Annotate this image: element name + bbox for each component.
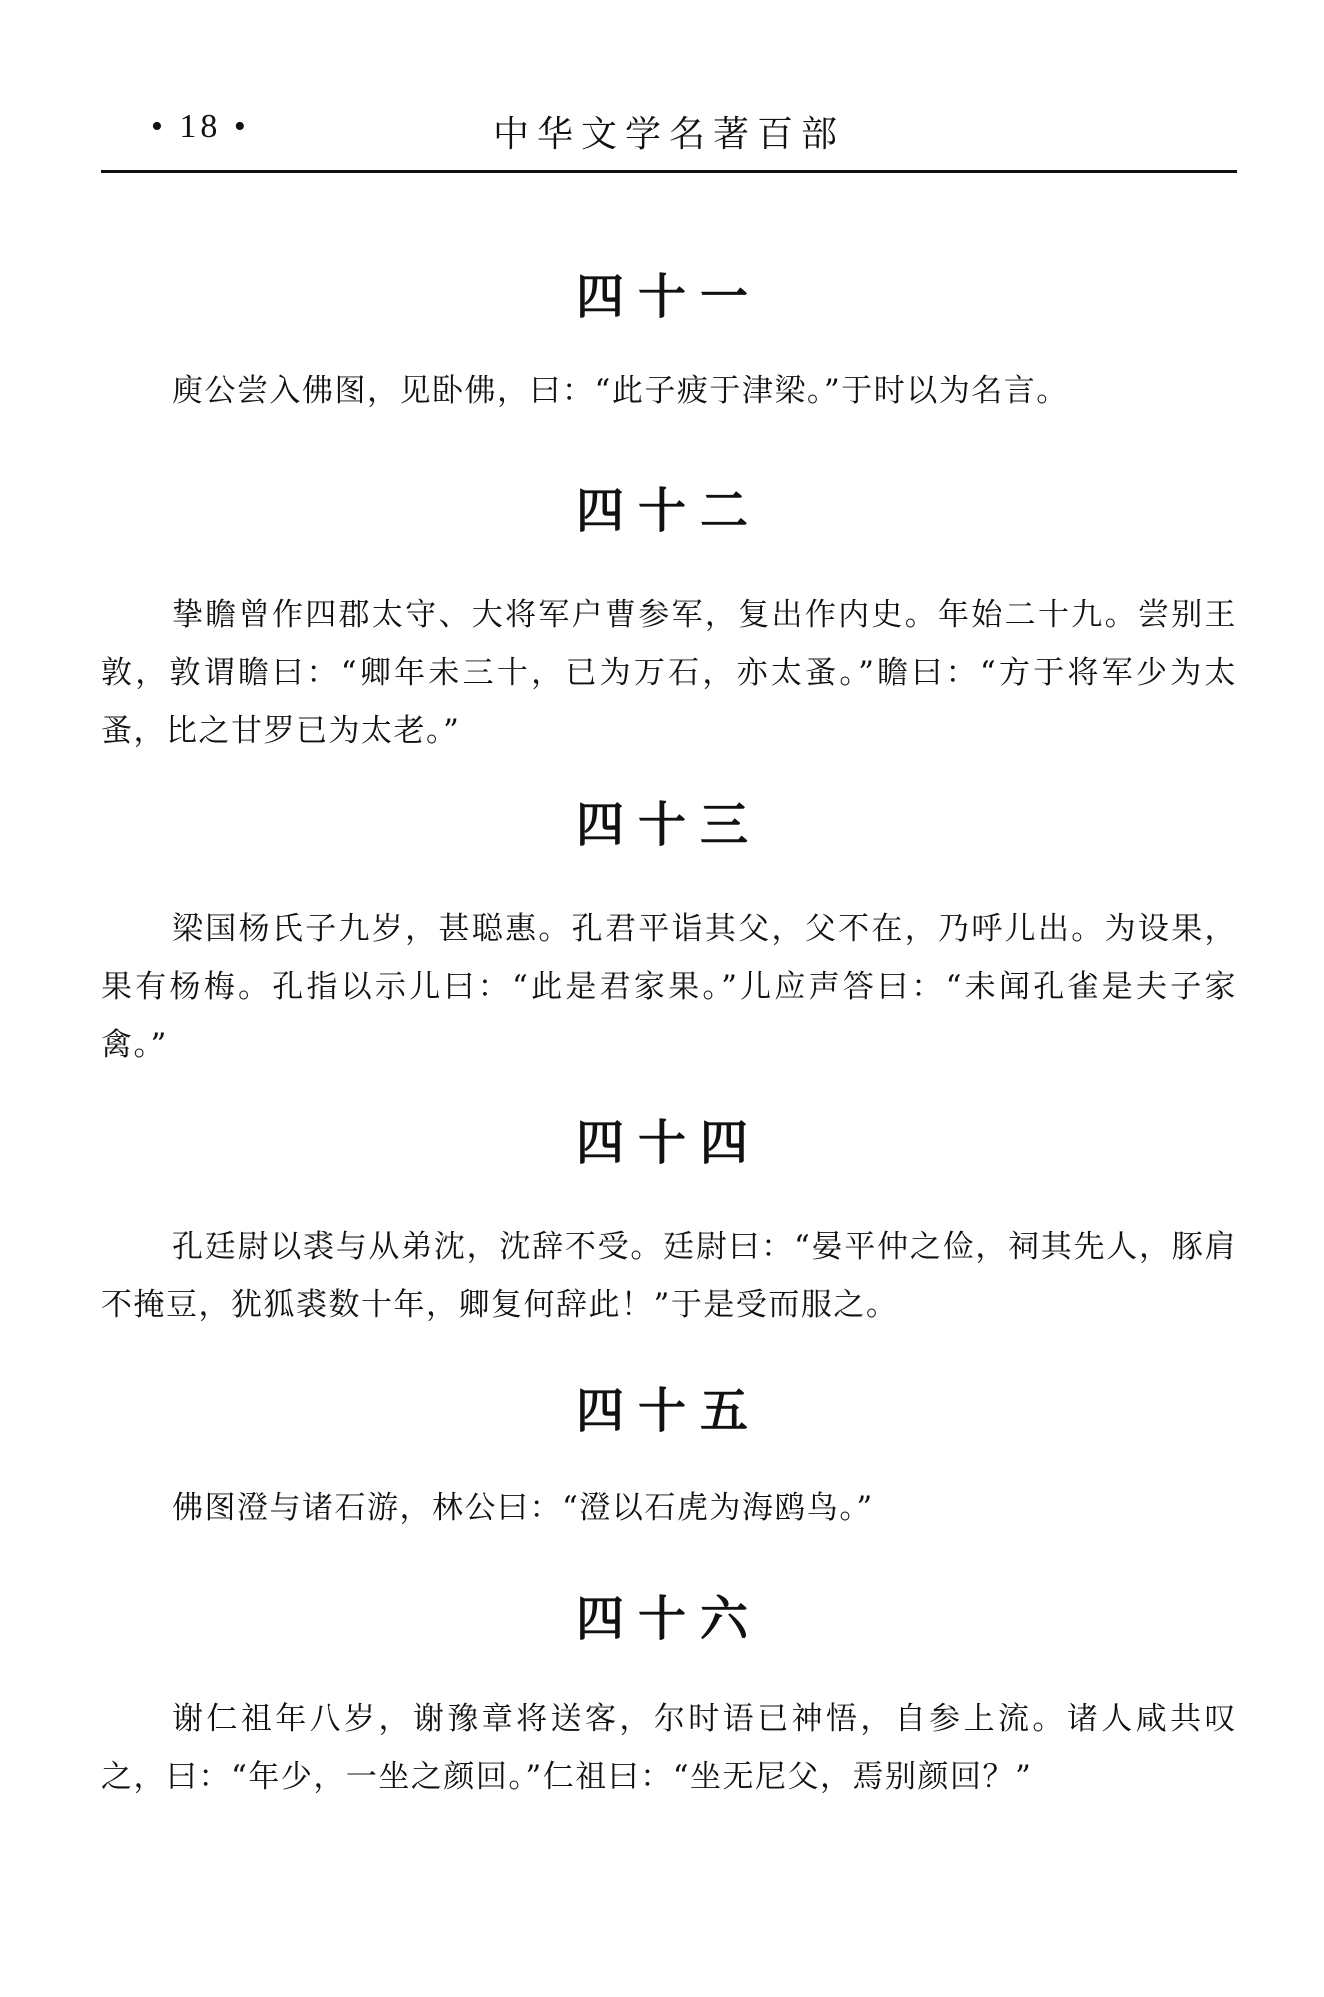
section-45 [101, 1376, 1237, 1537]
section-body: 佛图澄与诸石游，林公曰：“澄以石虎为海鸥鸟。” [172, 1490, 874, 1526]
book-title: 中华文学名著百部 [492, 114, 845, 155]
section-body: 孔廷尉以裘与从弟沈，沈辞不受。廷尉曰：“晏平仲之俭，祠其先人，豚肩不掩豆，犹狐裘数十年，卿复何辞此！”于是受而服之。 [101, 1229, 1237, 1323]
running-header [101, 108, 1237, 173]
section-46 [101, 1584, 1237, 1806]
section-heading: 四十二 [575, 483, 762, 539]
section-heading: 四十五 [575, 1383, 762, 1439]
section-body: 挚瞻曾作四郡太守、大将军户曹参军，复出作内史。年始二十九。尝别王敦，敦谓瞻曰：“卿年未三十，已为万石，亦太蚤。”瞻曰：“方于将军少为太蚤，比之甘罗已为太老。” [101, 597, 1237, 749]
section-heading: 四十三 [575, 797, 762, 853]
page-number: • 18 • [151, 108, 250, 145]
section-body: 梁国杨氏子九岁，甚聪惠。孔君平诣其父，父不在，乃呼儿出。为设果，果有杨梅。孔指以示儿曰：“此是君家果。”儿应声答曰：“未闻孔雀是夫子家禽。” [101, 911, 1237, 1063]
section-body: 谢仁祖年八岁，谢豫章将送客，尔时语已神悟，自参上流。诸人咸共叹之，曰：“年少，一坐之颜回。”仁祖曰：“坐无尼父，焉别颜回？” [101, 1701, 1237, 1795]
section-44 [101, 1108, 1237, 1334]
section-42 [101, 476, 1237, 760]
section-heading: 四十六 [575, 1591, 762, 1647]
section-body: 庾公尝入佛图，见卧佛，曰：“此子疲于津梁。”于时以为名言。 [172, 373, 1069, 409]
section-43 [101, 790, 1237, 1074]
section-heading: 四十四 [575, 1115, 762, 1171]
section-heading: 四十一 [575, 269, 762, 325]
section-41 [101, 262, 1237, 420]
